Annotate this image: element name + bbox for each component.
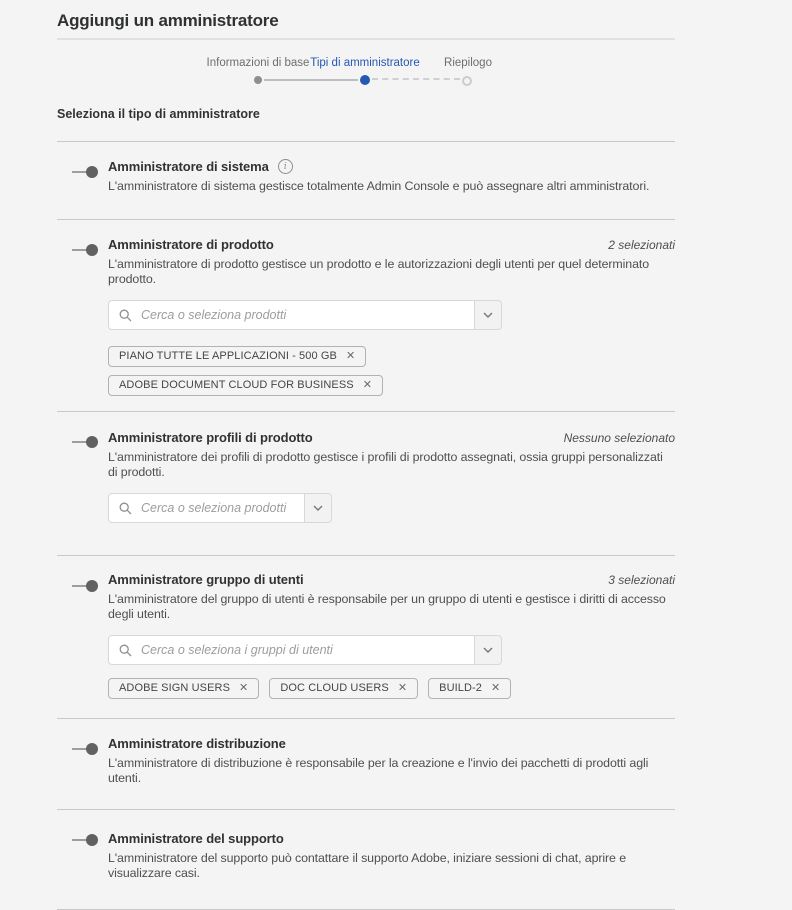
step-label-riepilogo[interactable]: Riepilogo (444, 57, 492, 69)
tag-label: BUILD-2 (439, 682, 483, 694)
section-deployment-admin (57, 718, 675, 809)
section-product-profile-admin (57, 411, 675, 555)
remove-tag-icon[interactable]: ✕ (397, 681, 408, 694)
section-title: Amministratore di sistema (108, 159, 269, 174)
chevron-down-icon (313, 505, 323, 511)
step-dot-completed (254, 76, 262, 84)
user-group-tag (428, 678, 511, 699)
step-connector-dashed (372, 78, 460, 80)
section-description: L'amministratore dei profili di prodotto gestisce i profili di prodotto assegnati, ossia gruppi personalizzati di prodotti. (108, 450, 663, 479)
remove-tag-icon[interactable]: ✕ (491, 681, 501, 694)
section-system-admin (57, 141, 675, 219)
tag-label: ADOBE DOCUMENT CLOUD FOR BUSINESS (119, 379, 354, 391)
user-group-search-combobox (108, 635, 675, 665)
user-group-dropdown-button[interactable] (474, 635, 502, 665)
wizard-steps (57, 57, 675, 101)
section-title: Amministratore gruppo di utenti (108, 572, 304, 587)
tag-label: DOC CLOUD USERS (280, 682, 389, 694)
step-label-informazioni-di-base[interactable]: Informazioni di base (206, 57, 310, 69)
remove-tag-icon[interactable]: ✕ (362, 378, 373, 391)
section-description: L'amministratore di prodotto gestisce un prodotto e le autorizzazioni degli utenti per quel determinato prodotto. (108, 257, 650, 286)
section-title: Amministratore del supporto (108, 831, 284, 846)
section-product-admin (57, 219, 675, 411)
selection-count: 3 selezionati (608, 572, 675, 587)
admin-type-list (57, 141, 675, 910)
profile-search-combobox (108, 493, 675, 523)
search-icon (119, 644, 132, 657)
product-tag (108, 346, 366, 367)
section-title: Amministratore distribuzione (108, 736, 286, 751)
profile-dropdown-button[interactable] (304, 493, 332, 523)
user-group-tag (108, 678, 259, 699)
add-admin-page (57, 0, 675, 910)
product-tag (108, 375, 383, 396)
step-connector-solid (264, 79, 358, 81)
section-description: L'amministratore del supporto può contattare il supporto Adobe, iniziare sessioni di chat, aprire e visualizzare casi. (108, 851, 626, 880)
user-group-tag (269, 678, 418, 699)
section-description: L'amministratore del gruppo di utenti è responsabile per un gruppo di utenti e gestisce i diritti di accesso degli utenti. (108, 592, 666, 621)
info-icon[interactable]: i (278, 159, 293, 174)
profile-search-input[interactable] (139, 500, 294, 516)
selected-user-groups (108, 678, 675, 699)
section-title: Amministratore profili di prodotto (108, 430, 313, 445)
tag-label: PIANO TUTTE LE APPLICAZIONI - 500 GB (119, 350, 337, 362)
remove-tag-icon[interactable]: ✕ (345, 349, 356, 362)
deployment-admin-toggle[interactable] (72, 743, 98, 755)
select-admin-type-heading: Seleziona il tipo di amministratore (57, 107, 260, 121)
selection-count: 2 selezionati (608, 237, 675, 252)
step-dot-current (360, 75, 370, 85)
user-group-admin-toggle[interactable] (72, 580, 98, 592)
system-admin-toggle[interactable] (72, 166, 98, 178)
chevron-down-icon (483, 312, 493, 318)
chevron-down-icon (483, 647, 493, 653)
product-profile-admin-toggle[interactable] (72, 436, 98, 448)
section-title: Amministratore di prodotto (108, 237, 274, 252)
section-description: L'amministratore di distribuzione è responsabile per la creazione e l'invio dei pacchetti di prodotti agli utenti. (108, 756, 649, 785)
product-admin-toggle[interactable] (72, 244, 98, 256)
step-dot-upcoming (462, 76, 472, 86)
page-title: Aggiungi un amministratore (57, 0, 675, 40)
tag-label: ADOBE SIGN USERS (119, 682, 231, 694)
remove-tag-icon[interactable]: ✕ (239, 681, 249, 694)
section-user-group-admin (57, 555, 675, 718)
step-label-tipi-di-amministratore[interactable]: Tipi di amministratore (310, 57, 420, 69)
user-group-search-input[interactable] (139, 642, 464, 658)
section-support-admin (57, 809, 675, 909)
search-icon (119, 502, 132, 515)
selection-count: Nessuno selezionato (563, 430, 675, 445)
search-icon (119, 309, 132, 322)
section-description: L'amministratore di sistema gestisce totalmente Admin Console e può assegnare altri amministratori. (108, 179, 650, 193)
product-search-input[interactable] (139, 307, 464, 323)
selected-products (108, 346, 675, 396)
support-admin-toggle[interactable] (72, 834, 98, 846)
product-search-combobox (108, 300, 675, 330)
product-dropdown-button[interactable] (474, 300, 502, 330)
